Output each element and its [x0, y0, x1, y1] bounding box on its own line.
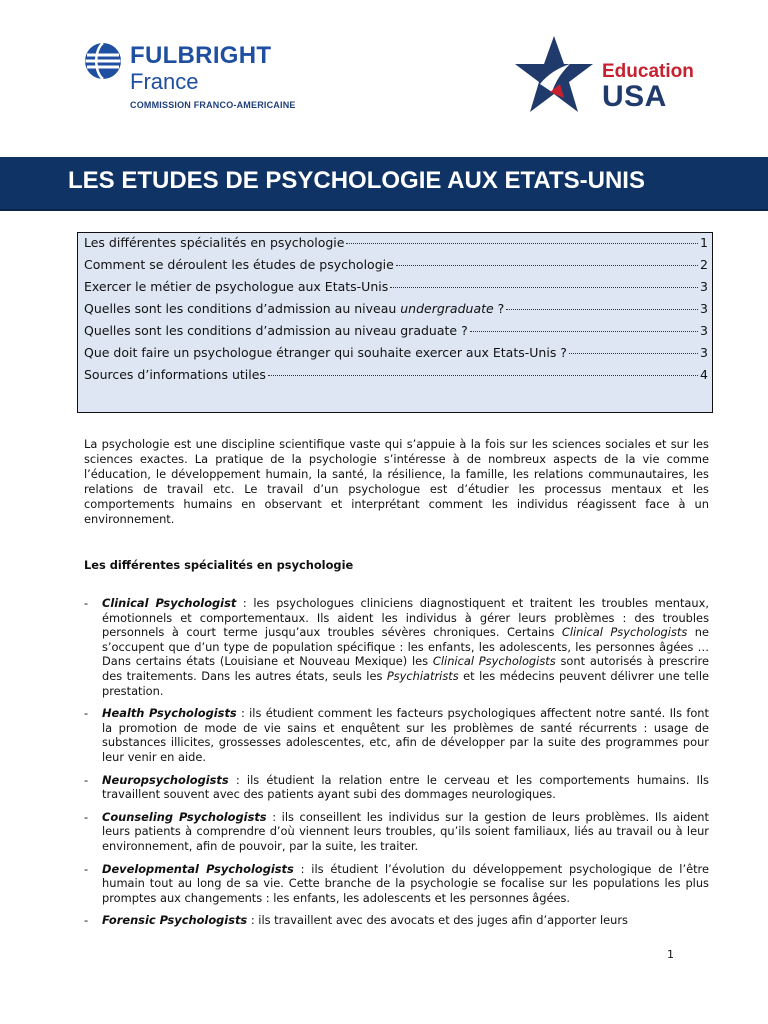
toc-entry[interactable]: [84, 367, 708, 382]
toc-text-italic: undergraduate: [400, 301, 494, 316]
list-item: [84, 810, 709, 854]
toc-entry-text: Sources d’informations utiles: [84, 367, 266, 382]
specialty-term: Developmental Psychologists: [102, 861, 294, 876]
specialty-italic: Psychiatrists: [386, 668, 459, 683]
education-usa-logo: [514, 34, 714, 118]
specialty-term: Clinical Psychologist: [102, 596, 237, 610]
bullet: -: [84, 772, 89, 787]
bullet: -: [84, 596, 89, 610]
toc-leader: [569, 353, 698, 354]
title-banner: [0, 157, 768, 211]
toc-entry[interactable]: [84, 279, 708, 294]
bullet: -: [84, 861, 89, 876]
list-item: [84, 773, 709, 802]
list-item: [84, 862, 709, 906]
fulbright-subtitle: France: [130, 69, 199, 94]
star-icon: [514, 34, 594, 114]
fulbright-title: FULBRIGHT: [130, 42, 272, 69]
toc-entry[interactable]: [84, 257, 708, 272]
specialty-text: : ils étudient l’évolution du développement psychologique de l’être humain tout au long de sa vie. Cette branche de la psychologie se focalise sur les populations les plus promptes aux changements : les enfants, les adolescents et les personnes âgées.: [102, 861, 709, 905]
toc-entry[interactable]: [84, 345, 708, 360]
specialty-term: Counseling Psychologists: [102, 809, 267, 824]
toc-entry[interactable]: [84, 235, 708, 250]
toc-text-pre: Quelles sont les conditions d’admission au niveau: [84, 301, 401, 316]
specialty-italic: Clinical Psychologists: [561, 625, 688, 640]
specialties-list: [84, 596, 709, 936]
fulbright-logo: [84, 40, 304, 114]
specialty-text: : ils conseillent les individus sur la gestion de leurs problèmes. Ils aident leurs patients à comprendre d’où viennent leurs troubles, qu’ils soient familiaux, liés au travail ou à leur environnement, afin de pouvoir, par la suite, les traiter.: [102, 809, 709, 853]
toc-leader: [506, 309, 698, 310]
specialty-text: : les psychologues cliniciens diagnostiquent et traitent les troubles mentaux, émotionnels et comportementaux. Ils aident les individus à gérer leurs problèmes : des troubles personnels à court terme jusqu’aux troubles sévères chroniques. Certains: [102, 596, 709, 640]
education-text: Education: [602, 61, 694, 82]
toc-leader: [346, 243, 698, 244]
toc-text-post: ?: [493, 301, 505, 316]
bullet: -: [84, 809, 89, 824]
specialty-text: et les médecins peuvent délivrer une telle prestation.: [102, 668, 709, 698]
toc-page-number: 3: [700, 279, 708, 294]
fulbright-commission: COMMISSION FRANCO-AMERICAINE: [130, 100, 296, 110]
toc-leader: [268, 375, 698, 376]
specialty-term: Health Psychologists: [102, 706, 237, 721]
section-title: Les différentes spécialités en psychologie: [84, 558, 354, 572]
usa-text: USA: [602, 80, 667, 113]
toc-page-number: 2: [700, 257, 708, 272]
list-item: [84, 706, 709, 764]
toc-entry-text: Exercer le métier de psychologue aux Etats-Unis: [84, 279, 389, 294]
toc-entry[interactable]: [84, 323, 708, 338]
specialty-italic: Clinical Psychologists: [432, 654, 556, 669]
toc-entry-text: Que doit faire un psychologue étranger qui souhaite exercer aux Etats-Unis ?: [84, 345, 567, 360]
table-of-contents: [77, 232, 713, 413]
toc-leader: [396, 265, 698, 266]
specialty-term: Neuropsychologists: [102, 772, 229, 787]
toc-entry-text: Comment se déroulent les études de psychologie: [84, 257, 394, 272]
specialty-term: Forensic Psychologists: [102, 913, 248, 928]
specialty-text: ne s’occupent que d’un type de population spécifique : les enfants, les adolescents, les personnes âgées … Dans certains états (Louisiane et Nouveau Mexique) les: [102, 625, 709, 669]
specialty-text: : ils étudient comment les facteurs psychologiques affectent notre santé. Ils font la promotion de mode de vie sains et enquêtent sur les problèmes de santé récurrents : usage de substances illicites, grossesses adolescentes, etc, afin de développer par la suite des programmes pour leur venir en aide.: [102, 706, 709, 764]
page-title: LES ETUDES DE PSYCHOLOGIE AUX ETATS-UNIS: [68, 167, 645, 194]
toc-entry-text: [84, 301, 504, 316]
toc-page-number: 3: [700, 323, 708, 338]
toc-entry-text: Quelles sont les conditions d’admission au niveau graduate ?: [84, 323, 468, 338]
list-item: [84, 596, 709, 698]
toc-entry[interactable]: [84, 301, 708, 316]
specialty-text: : ils travaillent avec des avocats et des juges afin d’apporter leurs: [247, 913, 628, 928]
bullet: -: [84, 706, 89, 721]
bullet: -: [84, 913, 89, 928]
toc-leader: [470, 331, 698, 332]
specialty-text: : ils étudient la relation entre le cerveau et les comportements humains. Ils travaillent souvent avec des patients ayant subi des dommages neurologiques.: [102, 772, 709, 802]
specialty-text: sont autorisés à prescrire des traitements. Dans les autres états, seuls les: [102, 654, 709, 683]
fulbright-globe-icon: [84, 42, 122, 80]
toc-page-number: 3: [700, 301, 708, 316]
intro-paragraph: La psychologie est une discipline scientifique vaste qui s’appuie à la fois sur les sciences sociales et sur les sciences exactes. La pratique de la psychologie s’intéresse à de nombreux aspects de la vie comme l’éducation, le développement humain, la santé, la résilience, la famille, les relations communautaires, les relations de travail etc. Le travail d’un psychologue est d’étudier les processus mentaux et les comportements humains en observant et interprétant comment les individus réagissent face à un environnement.: [84, 437, 709, 526]
toc-leader: [390, 287, 698, 288]
toc-entry-text: Les différentes spécialités en psychologie: [84, 235, 345, 250]
toc-page-number: 4: [700, 367, 708, 382]
toc-page-number: 3: [700, 345, 708, 360]
page-number: 1: [667, 948, 674, 961]
list-item: [84, 913, 709, 928]
toc-page-number: 1: [700, 235, 708, 250]
